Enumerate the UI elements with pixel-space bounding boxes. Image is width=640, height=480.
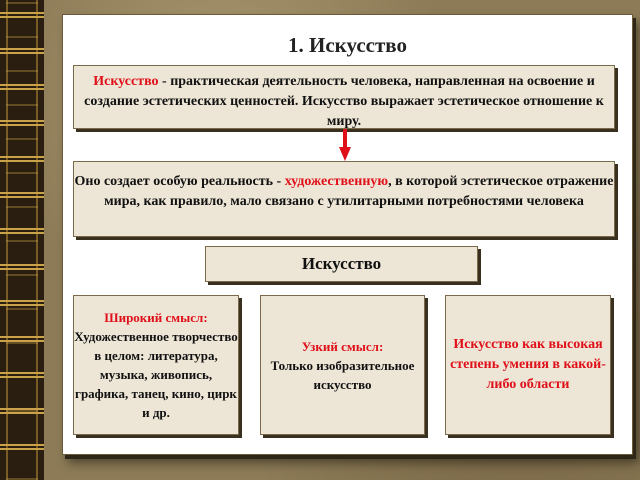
broad-meaning-box — [73, 295, 239, 435]
reality-text-end: , в которой эстетическое отражение мира, как правило, мало связано с утилитарными потребностями человека — [104, 174, 614, 209]
skill-meaning-heading: Искусство как высокая степень умения в какой-либо области — [450, 337, 606, 392]
narrow-meaning-text: Только изобразительное искусство — [270, 357, 415, 392]
definition-term: Искусство — [93, 74, 159, 89]
skill-meaning-box — [445, 295, 611, 435]
narrow-meaning-heading: Узкий смысл: — [301, 338, 384, 354]
definition-box — [73, 65, 615, 129]
reality-text-start: Оно создает особую реальность - — [74, 174, 285, 189]
reality-box — [73, 161, 615, 237]
narrow-meaning-box — [260, 295, 425, 435]
down-arrow-icon — [339, 129, 351, 161]
slide — [62, 14, 633, 455]
art-label-box: Искусство — [205, 246, 478, 282]
broad-meaning-heading: Широкий смысл: — [104, 310, 208, 325]
definition-text: - практическая деятельность человека, направленная на освоение и создание эстетических ценностей. Искусство выражает эстетическое отношение к миру. — [84, 74, 604, 129]
slide-title: 1. Искусство — [288, 33, 407, 57]
broad-meaning-text: Художественное творчество в целом: литература, музыка, живопись, графика, танец, кино, цирк и др. — [74, 329, 238, 420]
decorative-side-strip — [0, 0, 44, 480]
reality-highlight: художественную — [284, 174, 389, 189]
